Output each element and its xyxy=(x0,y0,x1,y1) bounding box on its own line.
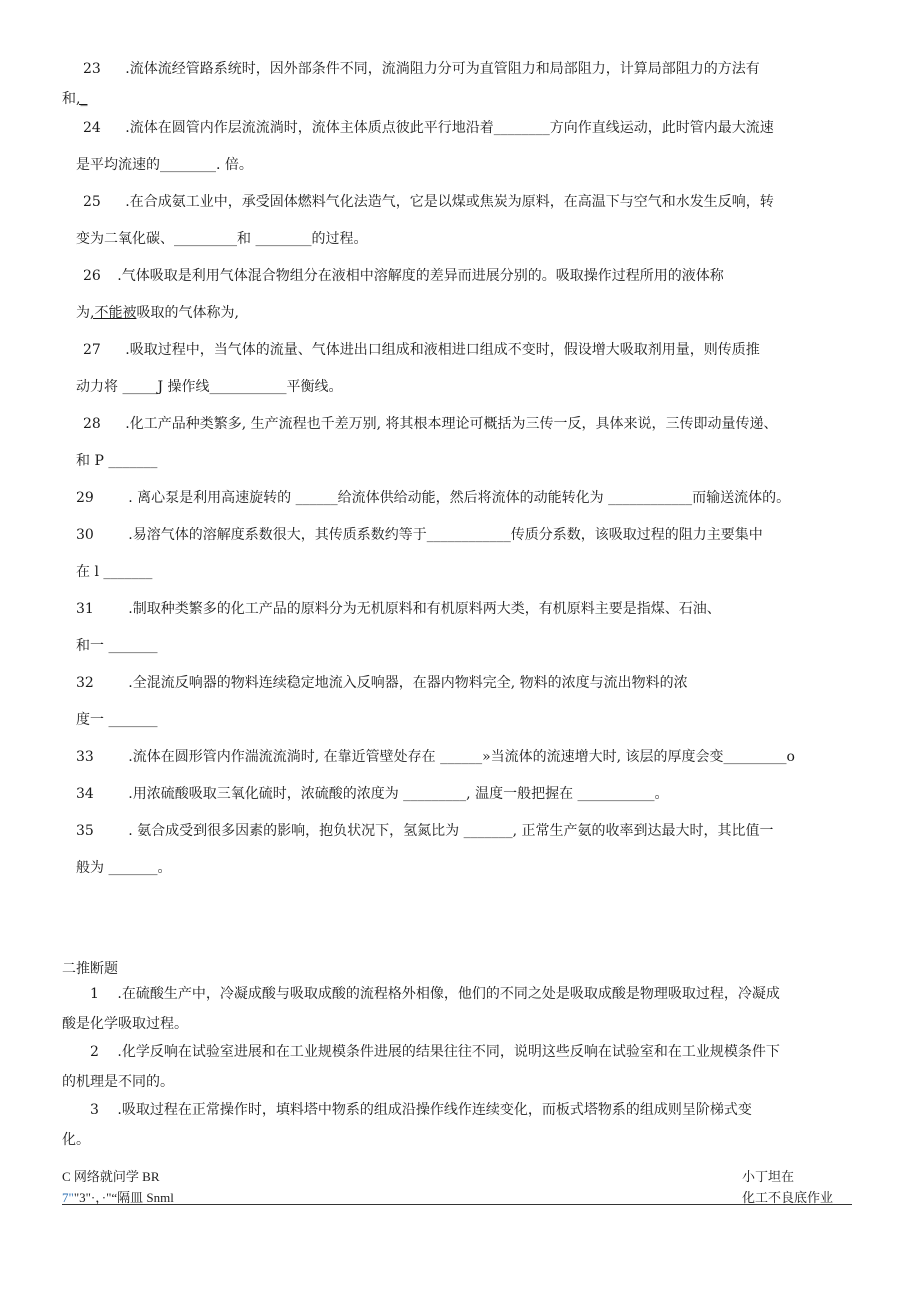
question-text: . 氨合成受到很多因素的影响，抱负状况下，氢氮比为 _______, 正常生产氨的收率到达最大时，其比值一 xyxy=(128,823,774,839)
underlined-phrase: ,不能被 xyxy=(90,305,137,321)
question-number: 33 xyxy=(76,749,94,765)
question-text: .易溶气体的溶解度系数很大，其传质系数约等于____________传质分系数，该吸取过程的阻力主要集中 xyxy=(128,527,763,543)
footer-divider xyxy=(62,1204,852,1205)
judgment-text: .化学反响在试验室进展和在工业规模条件进展的结果往往不同，说明这些反响在试验室和在工业规模条件下 xyxy=(117,1044,780,1060)
question-number: 29 xyxy=(76,490,94,506)
question-number: 34 xyxy=(76,786,94,802)
footer-left-bottom-link: 7" xyxy=(62,1190,74,1205)
footer-right-top: 小丁坦在 xyxy=(742,1169,795,1184)
footer-right-bottom: 化工不良底作业 xyxy=(742,1190,834,1205)
question-text: . 离心泵是利用高速旋转的 ______给流体供给动能，然后将流体的动能转化为 ____________而输送流体的。 xyxy=(128,490,791,506)
question-text: .吸取过程中，当气体的流量、气体进出口组成和液相进口组成不变时，假设增大吸取剂用量，则传质推 xyxy=(125,342,760,358)
question-text: .用浓硫酸吸取三氧化硫时，浓硫酸的浓度为 _________, 温度一般把握在 ___________。 xyxy=(128,786,669,802)
question-text-cont: 动力将 _____J 操作线___________平衡线。 xyxy=(76,379,343,395)
question-text-cont: 是平均流速的________. 倍。 xyxy=(76,157,253,173)
judgment-text-cont: 化。 xyxy=(62,1132,90,1148)
question-text-cont: 在 l _______ xyxy=(76,564,153,580)
blank-field: ,_ xyxy=(76,91,88,107)
question-text: .气体吸取是利用气体混合物组分在液相中溶解度的差异而进展分别的。吸取操作过程所用的液体称 xyxy=(117,268,724,284)
question-number: 26 xyxy=(83,268,101,284)
question-number: 24 xyxy=(83,120,101,136)
question-number: 32 xyxy=(76,675,94,691)
judgment-text: .在硫酸生产中，冷凝成酸与吸取成酸的流程格外相像，他们的不同之处是吸取成酸是物理吸取过程，冷凝成 xyxy=(117,986,780,1002)
question-text: .化工产品种类繁多, 生产流程也千差万别, 将其根本理论可概括为三传一反，具体来说，三传即动量传递、 xyxy=(125,416,778,432)
question-text: .流体在圆形管内作湍流流淌时, 在靠近管壁处存在 ______»当流体的流速增大时, 该层的厚度会变_________o xyxy=(128,749,795,765)
question-number: 31 xyxy=(76,601,94,617)
judgment-number: 3 xyxy=(90,1102,99,1118)
question-text-cont: 为 xyxy=(76,305,90,321)
question-text-cont: 和 xyxy=(62,91,76,107)
question-number: 35 xyxy=(76,823,94,839)
section-title: 二推断题 xyxy=(62,961,118,977)
question-number: 27 xyxy=(83,342,101,358)
question-text-cont: 度一 _______ xyxy=(76,712,158,728)
question-text: .在合成氨工业中，承受固体燃料气化法造气，它是以煤或焦炭为原料，在高温下与空气和水发生反响，转 xyxy=(125,194,774,210)
question-text: .全混流反响器的物料连续稳定地流入反响器，在器内物料完全, 物料的浓度与流出物料的浓 xyxy=(128,675,688,691)
footer-left-bottom-text: "3"·，·"“隔皿 Snml xyxy=(73,1190,174,1205)
question-text-cont: 般为 _______。 xyxy=(76,860,172,876)
judgment-text: .吸取过程在正常操作时，填料塔中物系的组成沿操作线作连续变化，而板式塔物系的组成则呈阶梯式变 xyxy=(117,1102,752,1118)
question-text: .流体在圆管内作层流流淌时，流体主体质点彼此平行地沿着________方向作直线运动，此时管内最大流速 xyxy=(125,120,774,136)
question-text: .制取种类繁多的化工产品的原料分为无机原料和有机原料两大类，有机原料主要是指煤、石油、 xyxy=(128,601,721,617)
question-number: 23 xyxy=(83,61,101,77)
question-number: 30 xyxy=(76,527,94,543)
judgment-number: 2 xyxy=(90,1044,99,1060)
question-number: 25 xyxy=(83,194,101,210)
judgment-number: 1 xyxy=(90,986,99,1002)
question-text-cont: 变为二氧化碳、_________和 ________的过程。 xyxy=(76,231,368,247)
question-number: 28 xyxy=(83,416,101,432)
question-text-cont: 吸取的气体称为, xyxy=(136,305,239,321)
judgment-text-cont: 酸是化学吸取过程。 xyxy=(62,1016,188,1032)
footer-left-top: C 网络就问学 BR xyxy=(62,1169,160,1184)
judgment-text-cont: 的机理是不同的。 xyxy=(62,1074,174,1090)
question-text: .流体流经管路系统时，因外部条件不同，流淌阻力分可为直管阻力和局部阻力，计算局部阻力的方法有 xyxy=(125,61,760,77)
question-text-cont: 和一 _______ xyxy=(76,638,158,654)
question-text-cont: 和 P _______ xyxy=(76,453,158,469)
